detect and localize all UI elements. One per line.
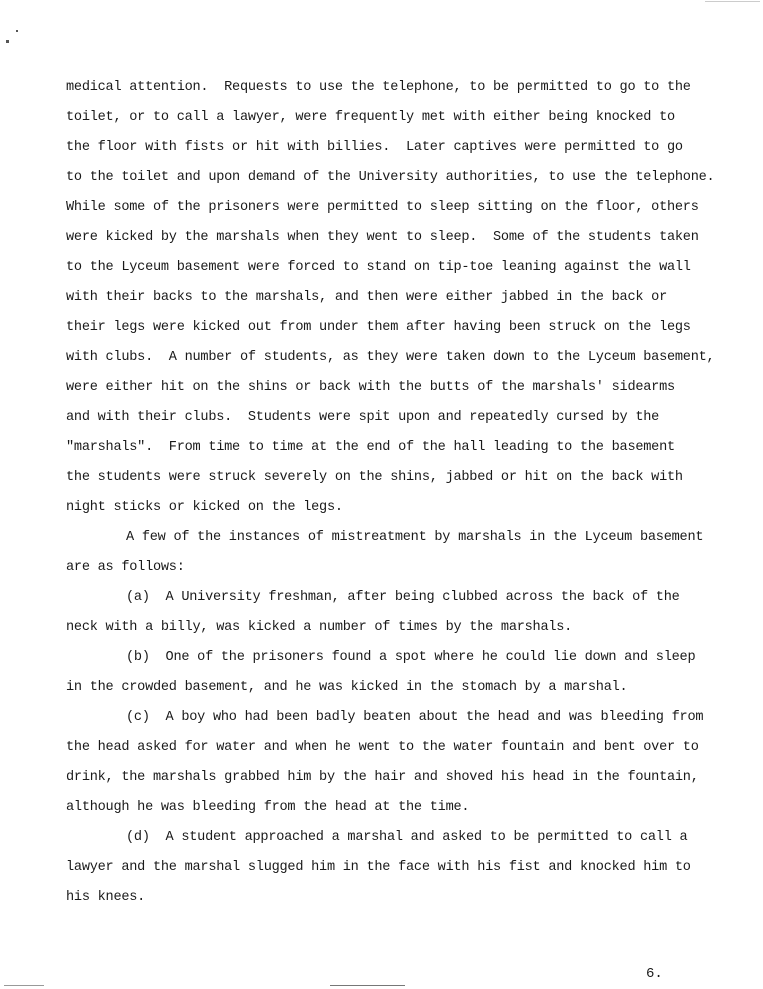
body-line: the head asked for water and when he went to the water fountain and bent over to — [66, 740, 699, 755]
body-line: with their backs to the marshals, and then were either jabbed in the back or — [66, 290, 667, 305]
body-line: and with their clubs. Students were spit upon and repeatedly cursed by the — [66, 410, 660, 425]
body-line: are as follows: — [66, 560, 185, 575]
list-item-b: (b) One of the prisoners found a spot where he could lie down and sleep — [126, 650, 696, 665]
body-line: although he was bleeding from the head at the time. — [66, 800, 470, 815]
scan-speck — [6, 40, 9, 43]
body-line: were kicked by the marshals when they went to sleep. Some of the students taken — [66, 230, 699, 245]
scan-edge-mark — [705, 1, 760, 2]
page-number: 6. — [646, 966, 663, 982]
body-line: neck with a billy, was kicked a number of times by the marshals. — [66, 620, 573, 635]
body-line: the floor with fists or hit with billies. Later captives were permitted to go — [66, 140, 683, 155]
body-line: night sticks or kicked on the legs. — [66, 500, 343, 515]
scan-speck — [16, 30, 18, 32]
body-line: "marshals". From time to time at the end of the hall leading to the basement — [66, 440, 675, 455]
list-item-d: (d) A student approached a marshal and asked to be permitted to call a — [126, 830, 688, 845]
body-line: in the crowded basement, and he was kicked in the stomach by a marshal. — [66, 680, 628, 695]
list-item-a: (a) A University freshman, after being clubbed across the back of the — [126, 590, 680, 605]
body-line: were either hit on the shins or back with the butts of the marshals' sidearms — [66, 380, 675, 395]
body-line: the students were struck severely on the shins, jabbed or hit on the back with — [66, 470, 683, 485]
scan-edge-mark — [330, 985, 405, 986]
body-line: to the Lyceum basement were forced to stand on tip-toe leaning against the wall — [66, 260, 691, 275]
body-line: lawyer and the marshal slugged him in the face with his fist and knocked him to — [66, 860, 691, 875]
body-line: his knees. — [66, 890, 146, 905]
list-item-c: (c) A boy who had been badly beaten about the head and was bleeding from — [126, 710, 704, 725]
body-line: with clubs. A number of students, as they were taken down to the Lyceum basement, — [66, 350, 715, 365]
body-line: medical attention. Requests to use the telephone, to be permitted to go to the — [66, 80, 691, 95]
body-line: toilet, or to call a lawyer, were frequently met with either being knocked to — [66, 110, 675, 125]
body-line: drink, the marshals grabbed him by the hair and shoved his head in the fountain, — [66, 770, 699, 785]
paragraph-intro-line: A few of the instances of mistreatment by marshals in the Lyceum basement — [126, 530, 704, 545]
body-line: to the toilet and upon demand of the University authorities, to use the telephone. — [66, 170, 715, 185]
scan-edge-mark — [4, 985, 44, 986]
body-line: While some of the prisoners were permitted to sleep sitting on the floor, others — [66, 200, 699, 215]
body-line: their legs were kicked out from under them after having been struck on the legs — [66, 320, 691, 335]
